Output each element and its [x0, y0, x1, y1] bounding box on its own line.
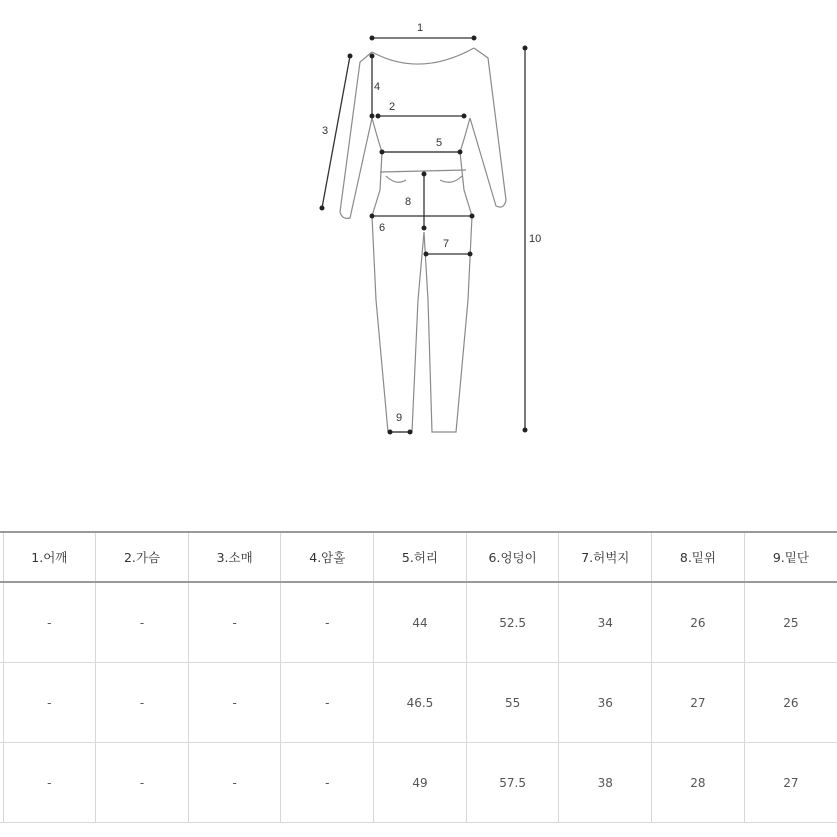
table-cell: 46.5 [374, 663, 467, 743]
table-cell: - [96, 663, 189, 743]
table-cell: 26 [744, 663, 837, 743]
label-7: 7 [443, 238, 450, 250]
label-6: 6 [379, 222, 386, 234]
table-row [0, 663, 837, 743]
table-cell: - [188, 663, 281, 743]
table-cell: - [3, 743, 96, 823]
table-cell: - [188, 743, 281, 823]
header-cell: 4.암홀 [281, 532, 374, 582]
table-header-row [0, 532, 837, 582]
table-cell: 44 [374, 582, 467, 663]
label-8: 8 [405, 196, 412, 208]
table-cell: - [281, 743, 374, 823]
label-3: 3 [322, 125, 329, 137]
table-cell: - [3, 663, 96, 743]
header-cell: 7.허벅지 [559, 532, 652, 582]
table-cell: 25 [744, 582, 837, 663]
table-cell: 28 [652, 743, 745, 823]
table-cell: 38 [559, 743, 652, 823]
label-5: 5 [436, 137, 443, 149]
table-cell: - [96, 582, 189, 663]
table-cell: 27 [744, 743, 837, 823]
table-cell: 52.5 [466, 582, 559, 663]
header-cell: 9.밑단 [744, 532, 837, 582]
header-cell: 8.밑위 [652, 532, 745, 582]
table-cell: - [281, 663, 374, 743]
table-cell: - [3, 582, 96, 663]
label-1: 1 [417, 22, 424, 34]
table-row [0, 582, 837, 663]
table-cell: - [96, 743, 189, 823]
bodysuit-outline [340, 48, 506, 432]
table-cell: - [281, 582, 374, 663]
label-4: 4 [374, 81, 381, 93]
table-cell: - [188, 582, 281, 663]
header-cell: 2.가슴 [96, 532, 189, 582]
table-row [0, 743, 837, 823]
header-cell: 1.어깨 [3, 532, 96, 582]
table-cell: 26 [652, 582, 745, 663]
table-cell: 34 [559, 582, 652, 663]
label-9: 9 [396, 412, 403, 424]
header-cell: 5.허리 [374, 532, 467, 582]
label-2: 2 [389, 101, 396, 113]
label-10: 10 [529, 233, 542, 245]
table-cell: 55 [466, 663, 559, 743]
table-cell: 57.5 [466, 743, 559, 823]
table-cell: 49 [374, 743, 467, 823]
header-cell: 6.엉덩이 [466, 532, 559, 582]
header-cell: 3.소매 [188, 532, 281, 582]
table-cell: 36 [559, 663, 652, 743]
size-table [0, 531, 837, 823]
table-cell: 27 [652, 663, 745, 743]
